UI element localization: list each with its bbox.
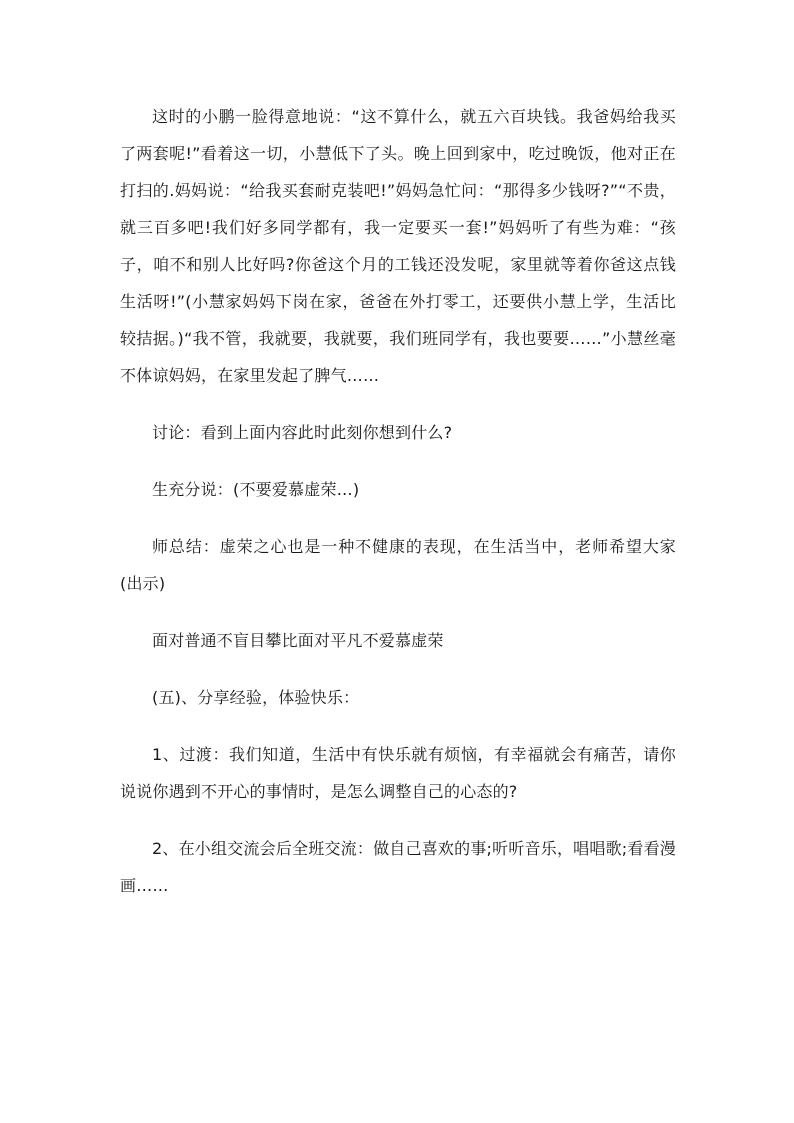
section-heading: (五)、分享经验，体验快乐： — [152, 688, 360, 707]
document-page — [120, 98, 676, 904]
discussion-paragraph: 讨论：看到上面内容此时此刻你想到什么? — [152, 423, 453, 442]
story-paragraph: 这时的小鹏一脸得意地说：“这不算什么，就五六百块钱。我爸妈给我买了两套呢!”看着这一切，小慧低下了头。晚上回到家中，吃过晚饭，他对正在打扫的.妈妈说：“给我买套耐克装吧!”妈妈急忙问：“那得多少钱呀?”“不贵，就三百多吧!我们好多同学都有，我一定要买一套!”妈妈听了有些为难：“孩子，咱不和别人比好吗?你爸这个月的工钱还没发呢，家里就等着你爸这点钱生活呀!”(小慧家妈妈下岗在家，爸爸在外打零工，还要供小慧上学，生活比较拮据。)“我不管，我就要，我就要，我们班同学有，我也要要……”小慧丝毫不体谅妈妈，在家里发起了脾气…… — [120, 107, 676, 385]
motto-paragraph: 面对普通不盲目攀比面对平凡不爱慕虚荣 — [152, 631, 444, 650]
student-response-paragraph: 生充分说：(不要爱慕虚荣…) — [152, 480, 360, 499]
teacher-summary-paragraph: 师总结：虚荣之心也是一种不健康的表现，在生活当中，老师希望大家(出示) — [120, 537, 676, 593]
transition-paragraph: 1、过渡：我们知道，生活中有快乐就有烦恼，有幸福就会有痛苦，请你说说你遇到不开心的事情时，是怎么调整自己的心态的? — [120, 745, 676, 801]
class-exchange-paragraph: 2、在小组交流会后全班交流：做自己喜欢的事;听听音乐，唱唱歌;看看漫画…… — [120, 839, 676, 895]
